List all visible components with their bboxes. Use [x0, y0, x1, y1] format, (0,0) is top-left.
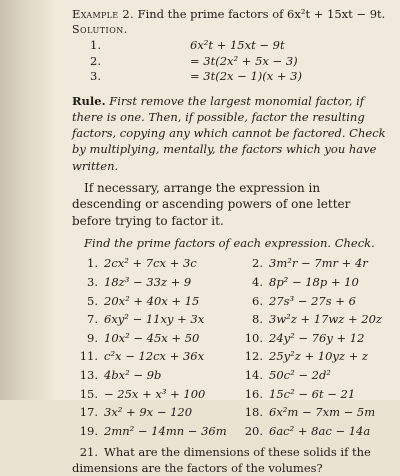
- problem-item: [72, 349, 204, 363]
- problem-item: [237, 294, 356, 308]
- problem-number: 1.: [87, 256, 98, 271]
- problem-item: [72, 368, 161, 382]
- problem-expression: 3w²z + 17wz + 20z: [269, 312, 382, 327]
- problem-expression: 18z³ − 33z + 9: [104, 275, 192, 290]
- problem-number: 7.: [87, 312, 98, 327]
- problem-expression: 27s³ − 27s + 6: [269, 293, 356, 308]
- problem-item: [72, 256, 197, 270]
- problem-number: 13.: [79, 368, 98, 383]
- problem-item: [72, 294, 199, 308]
- problem-row: [72, 331, 390, 350]
- problem-row: [72, 312, 390, 331]
- problem-item: [237, 331, 364, 345]
- problem-row: [72, 349, 390, 368]
- problem-expression: 24y² − 76y + 12: [269, 330, 365, 345]
- problem-expression: 15c² − 6t − 21: [269, 386, 356, 401]
- step-number: 2.: [90, 53, 101, 68]
- step-expression: = 3t(2x − 1)(x + 3): [190, 69, 302, 83]
- problem-expression: 2cx² + 7cx + 3c: [104, 256, 197, 271]
- problem-number: 18.: [244, 405, 263, 420]
- problem-item: [237, 256, 368, 270]
- problem-row: [72, 256, 390, 275]
- problem-expression: 50c² − 2d²: [269, 368, 331, 383]
- problem-row: [72, 368, 390, 387]
- step-expression: = 3t(2x² + 5x − 3): [190, 53, 298, 68]
- step-expression: 6x²t + 15xt − 9t: [190, 38, 285, 52]
- problem-number: 5.: [87, 293, 98, 308]
- problem-item: [72, 387, 205, 401]
- problem-row: [72, 275, 390, 294]
- problem-item: [72, 424, 227, 438]
- problem-number: 14.: [244, 368, 263, 383]
- problem-expression: 10x² − 45x + 50: [104, 330, 200, 345]
- problem-row: [72, 294, 390, 313]
- problem-number: 16.: [244, 386, 263, 401]
- problem-item: [237, 405, 375, 419]
- problem-number: 15.: [79, 386, 98, 401]
- problem-expression: 3m²r − 7mr + 4r: [269, 256, 368, 271]
- problem-item: [72, 331, 199, 345]
- problem-row: [72, 405, 390, 424]
- problem-expression: 4bx² − 9b: [104, 368, 162, 383]
- problem-item: [237, 387, 355, 401]
- exercise-prompt: Find the prime factors of each expression. Check.: [84, 236, 375, 251]
- problem-number: 2.: [252, 256, 263, 271]
- problem-expression: 2mn² − 14mn − 36m: [104, 423, 227, 438]
- problem-expression: − 25x + x³ + 100: [104, 386, 206, 401]
- problem-number: 20.: [244, 423, 263, 438]
- solution-step: [72, 38, 390, 54]
- problem-row: [72, 424, 390, 443]
- solution-label: Solution.: [72, 23, 128, 36]
- example-heading: [72, 6, 390, 22]
- problem-number: 4.: [252, 275, 263, 290]
- rule-block: [72, 93, 390, 174]
- solution-steps: [72, 38, 390, 85]
- example-text: Find the prime factors of 6x²t + 15xt − 9t.: [137, 7, 386, 21]
- rule-text: First remove the largest monomial factor, if there is one. Then, if possible, factor the resulting factors, copying any which cannot be factored. Check by multiplying, mentally, the factors which you have written.: [72, 93, 386, 173]
- solution-step: [72, 69, 390, 85]
- step-number: 1.: [90, 38, 101, 52]
- problem-expression: 6ac² + 8ac − 14a: [269, 423, 371, 438]
- problem-expression: 20x² + 40x + 15: [104, 293, 200, 308]
- problem-item: [72, 275, 191, 289]
- problem-item: [237, 368, 331, 382]
- problem-item: [72, 405, 192, 419]
- problem-number: 17.: [79, 405, 98, 420]
- page-content: [72, 6, 390, 476]
- problem-number: 10.: [244, 330, 263, 345]
- problem-number: 19.: [79, 423, 98, 438]
- problem-number: 9.: [87, 330, 98, 345]
- problem-row: [72, 387, 390, 406]
- problem-number: 11.: [79, 349, 98, 364]
- example-label: Example 2.: [72, 7, 134, 21]
- problem-item: [237, 349, 368, 363]
- question-21: [72, 444, 390, 476]
- problem-number: 12.: [244, 349, 263, 364]
- problem-expression: 3x² + 9x − 120: [104, 405, 193, 420]
- step-number: 3.: [90, 69, 101, 83]
- problem-list: [72, 256, 390, 442]
- rule-label: Rule.: [72, 93, 106, 108]
- problem-expression: 6x²m − 7xm − 5m: [269, 405, 376, 420]
- page-gutter-shadow: [0, 0, 58, 400]
- instruction-paragraph: If necessary, arrange the expression in descending or ascending powers of one letter before trying to factor it.: [72, 180, 351, 228]
- problem-expression: 6xy² − 11xy + 3x: [104, 312, 205, 327]
- problem-expression: 8p² − 18p + 10: [269, 275, 359, 290]
- problem-expression: c²x − 12cx + 36x: [104, 349, 205, 364]
- problem-number: 6.: [252, 293, 263, 308]
- problem-number: 8.: [252, 312, 263, 327]
- problem-number: 3.: [87, 275, 98, 290]
- problem-item: [237, 275, 359, 289]
- problem-item: [237, 424, 370, 438]
- solution-step: [72, 54, 390, 70]
- question-number: 21.: [79, 445, 98, 460]
- problem-expression: 25y²z + 10yz + z: [269, 349, 368, 364]
- problem-item: [72, 312, 204, 326]
- question-text: What are the dimensions of these solids if the dimensions are the factors of the volumes?: [72, 445, 371, 476]
- problem-item: [237, 312, 382, 326]
